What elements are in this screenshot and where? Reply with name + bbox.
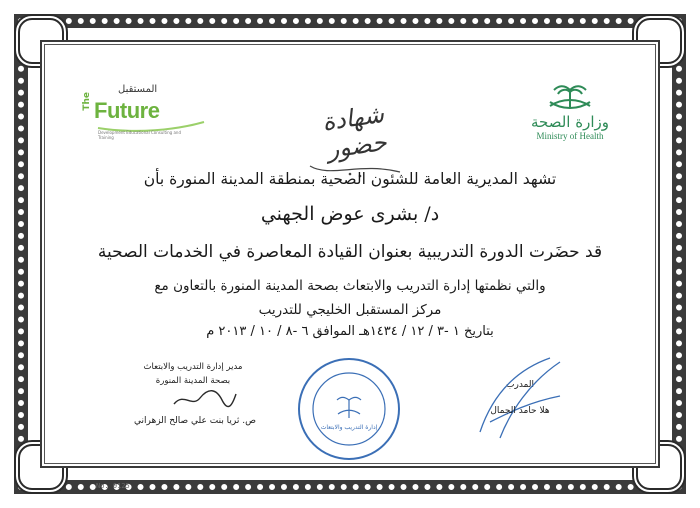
left-signatory-org: بصحة المدينة المنورة (155, 376, 231, 386)
future-logo-arabic: المستقبل (118, 84, 158, 95)
ministry-name-english: Ministry of Health (536, 131, 604, 141)
left-signature-icon (170, 384, 240, 414)
heading-script-text: شهادة حضور (320, 99, 389, 164)
official-stamp-icon (296, 356, 402, 462)
palm-and-swords-emblem-icon (540, 80, 600, 110)
the-future-logo (78, 84, 208, 144)
stamp-center-text: إدارة التدريب والابتعاث (320, 424, 378, 431)
right-signatory-title: المدرب (506, 380, 534, 390)
right-signatory-name: هلا حامد الجمال (490, 406, 550, 416)
left-signatory-name: ص. ثريا بنت علي صالح الزهراني (133, 416, 257, 426)
future-logo-prefix: The (82, 92, 92, 111)
ministry-of-health-logo (510, 80, 630, 150)
future-logo-brand: Future (94, 98, 160, 123)
official-stamp (296, 356, 402, 462)
certificate-heading (300, 96, 410, 164)
attestation-line: تشهد المديرية العامة للشئون الصحية بمنطقة المدينة المنورة بأن (143, 170, 557, 188)
organizer-line: والتي نظمتها إدارة التدريب والابتعاث بصحة المدينة المنورة بالتعاون مع (154, 278, 546, 294)
date-line: بتاريخ ١ -٣ / ١٢ / ١٤٣٤هـ الموافق ٦ -٨ / ١٠ / ٢٠١٣ م (206, 324, 494, 339)
partner-line: مركز المستقبل الخليجي للتدريب (258, 302, 442, 318)
future-logo-tagline: Development Educational Consulting and Training (98, 130, 182, 140)
ministry-name-arabic: وزارة الصحة (531, 113, 609, 131)
recipient-name: د/ بشرى عوض الجهني (260, 203, 440, 225)
serial-number: No. 0125 (96, 482, 130, 490)
course-line: قد حضَرت الدورة التدريبية بعنوان القيادة المعاصرة في الخدمات الصحية (97, 242, 603, 262)
left-signatory-title: مدير إدارة التدريب والابتعاث (143, 362, 243, 372)
right-signature-icon (470, 352, 570, 442)
